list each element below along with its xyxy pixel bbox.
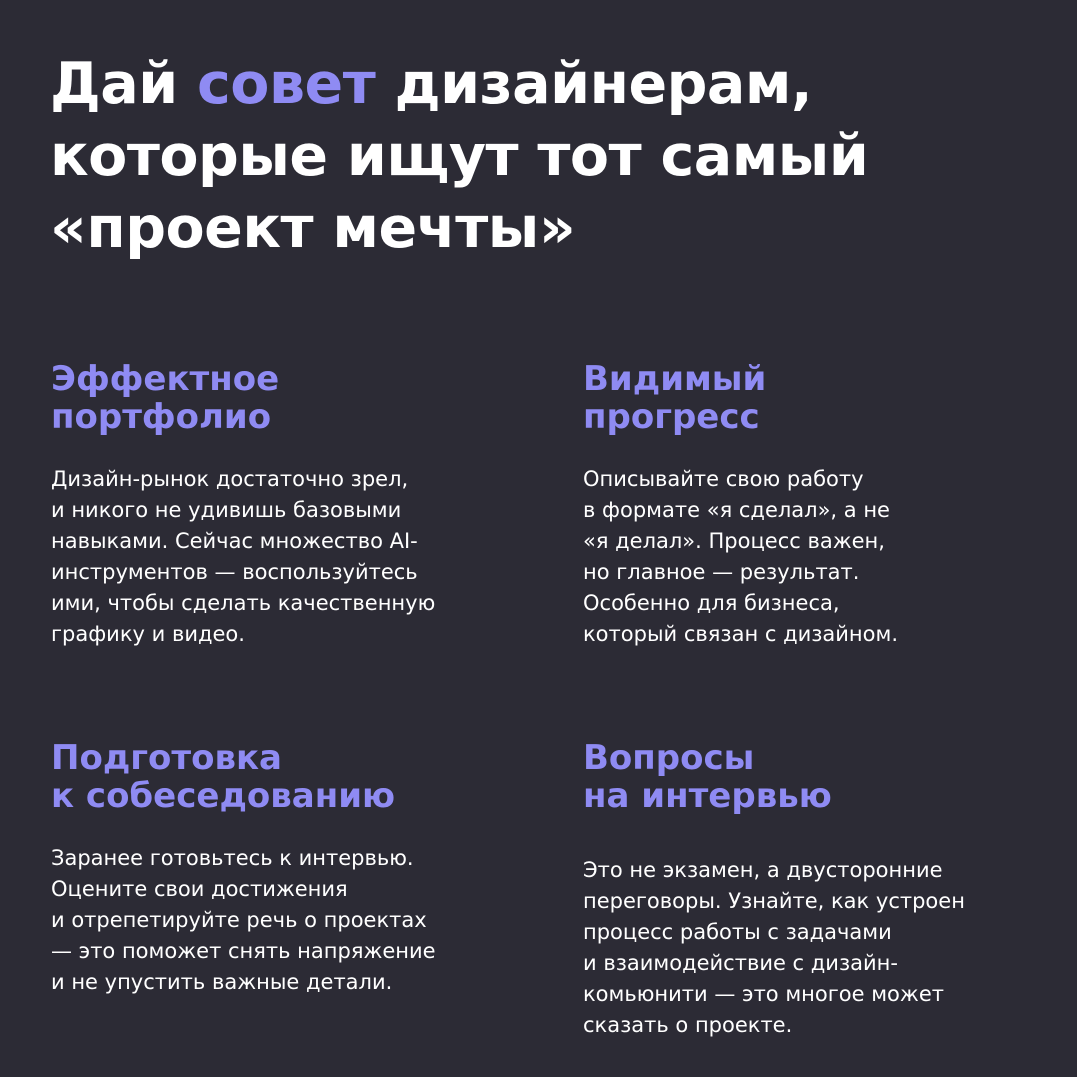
tip-card-title (583, 739, 1043, 815)
tip-card-body-line: который связан с дизайном. (583, 622, 899, 646)
tip-card-body-line: инструментов — воспользуйтесь (51, 560, 418, 584)
headline-line-1 (50, 48, 1040, 120)
headline-accent-word: совет (197, 51, 376, 117)
tip-card-body-line: Заранее готовьтесь к интервью. (51, 846, 414, 870)
tip-card-body-line: переговоры. Узнайте, как устроен (583, 889, 965, 913)
tip-card-title (51, 360, 511, 436)
headline-line-1-end: дизайнерам, (375, 51, 813, 117)
tip-card-title-line: Подготовка (51, 738, 282, 778)
tip-card-progress (583, 360, 1043, 650)
tip-card-body (583, 464, 1043, 650)
tip-card-title-line: Эффектное (51, 359, 280, 399)
tip-card-body-line: в формате «я сделал», а не (583, 498, 890, 522)
tip-card-title-line: на интервью (583, 776, 832, 816)
tip-card-body-line: — это поможет снять напряжение (51, 939, 436, 963)
tip-card-body (51, 843, 511, 998)
tip-card-body-line: ими, чтобы сделать качественную (51, 591, 436, 615)
tip-card-title-line: к собеседованию (51, 776, 396, 816)
headline-line-1-start: Дай (50, 51, 198, 117)
tip-card-title (583, 360, 1043, 436)
tip-card-interview-prep (51, 739, 511, 998)
tip-card-body-line: навыками. Сейчас множество AI- (51, 529, 418, 553)
tip-card-body-line: и не упустить важные детали. (51, 970, 393, 994)
tip-card-body-line: и взаимодействие с дизайн- (583, 951, 898, 975)
tip-card-body-line: Это не экзамен, а двусторонние (583, 858, 943, 882)
tip-card-portfolio (51, 360, 511, 650)
tip-card-body (51, 464, 511, 650)
tip-card-body (583, 855, 1043, 1041)
tip-card-body-line: «я делал». Процесс важен, (583, 529, 885, 553)
tip-card-body-line: Описывайте свою работу (583, 467, 864, 491)
page-headline (50, 48, 1040, 264)
tip-card-body-line: процесс работы с задачами (583, 920, 892, 944)
headline-line-3: «проект мечты» (50, 195, 576, 261)
tip-card-title (51, 739, 511, 815)
tip-card-interview-questions (583, 739, 1043, 1041)
tip-card-body-line: Дизайн-рынок достаточно зрел, (51, 467, 409, 491)
tip-card-body-line: комьюнити — это многое может (583, 982, 944, 1006)
tip-card-body-line: сказать о проекте. (583, 1013, 793, 1037)
tip-card-body-line: и отрепетируйте речь о проектах (51, 908, 427, 932)
tip-card-body-line: и никого не удивишь базовыми (51, 498, 402, 522)
tip-card-title-line: прогресс (583, 397, 760, 437)
tip-card-body-line: графику и видео. (51, 622, 245, 646)
tip-card-body-line: но главное — результат. (583, 560, 860, 584)
headline-line-2: которые ищут тот самый (50, 123, 869, 189)
tip-card-body-line: Оцените свои достижения (51, 877, 348, 901)
tip-card-body-line: Особенно для бизнеса, (583, 591, 840, 615)
tip-card-title-line: портфолио (51, 397, 272, 437)
tip-card-title-line: Вопросы (583, 738, 755, 778)
tip-card-title-line: Видимый (583, 359, 767, 399)
